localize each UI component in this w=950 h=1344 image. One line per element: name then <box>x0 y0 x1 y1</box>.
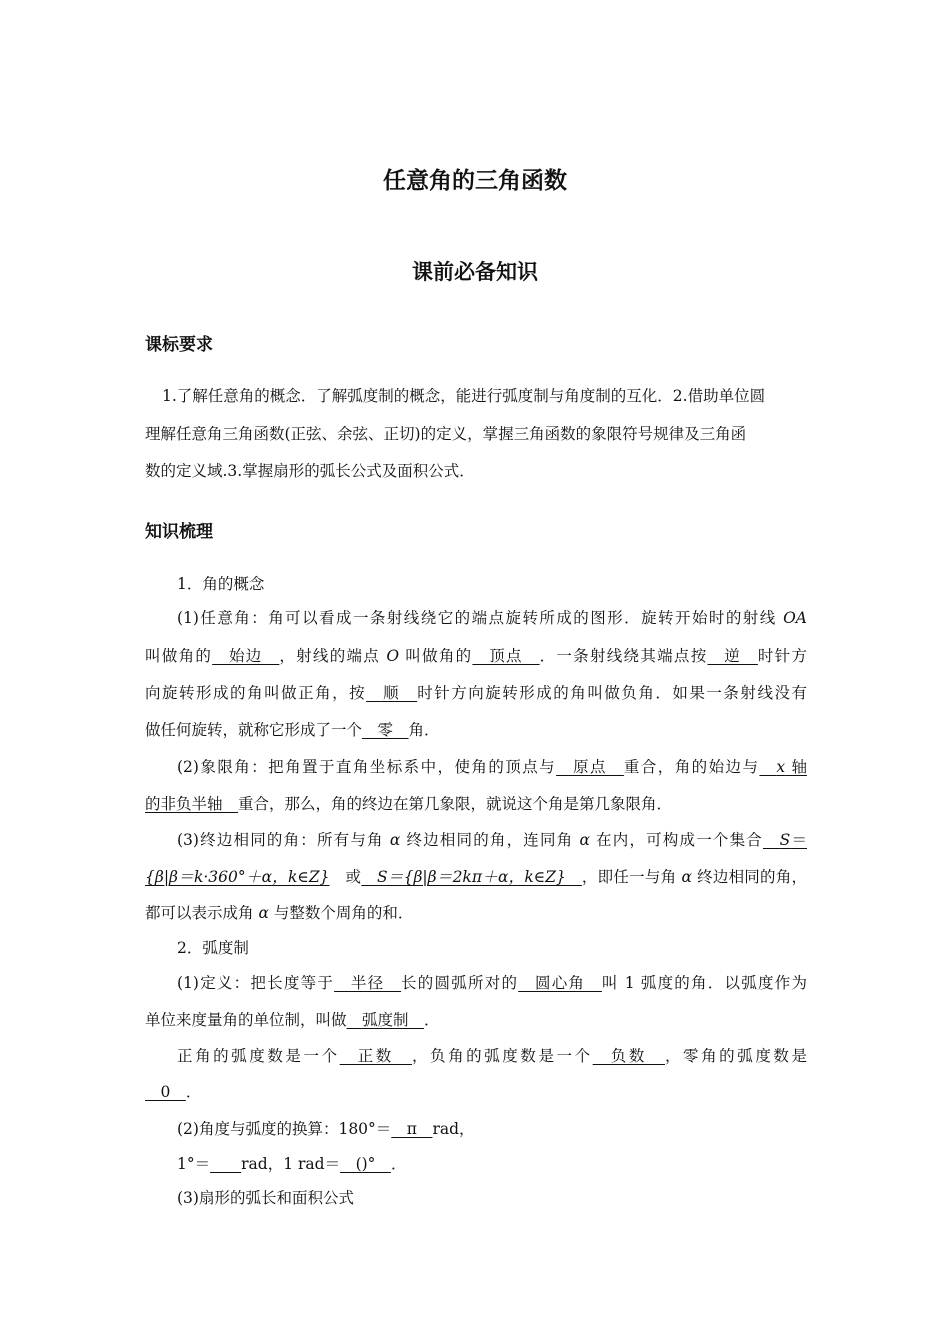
paragraph-line: 数的定义域.3.掌握扇形的弧长公式及面积公式． <box>145 462 475 480</box>
answer-blank <box>210 1155 241 1173</box>
paragraph-line: (3)扇形的弧长和面积公式 <box>177 1189 354 1207</box>
page-title: 任意角的三角函数 <box>383 168 567 194</box>
list-item-angle-concept: 1．角的概念 <box>177 575 265 593</box>
paragraph-line: 0 ． <box>145 1083 202 1101</box>
answer-blank: 正数 <box>339 1047 412 1065</box>
answer-blank: 零 <box>362 721 409 739</box>
answer-blank: 始边 <box>212 647 280 665</box>
answer-blank: 顺 <box>366 684 418 702</box>
paragraph-line: (1)任意角：角可以看成一条射线绕它的端点旋转所成的图形．旋转开始时的射线 OA <box>177 609 807 627</box>
paragraph-line: 都可以表示成角 α 与整数个周角的和． <box>145 904 414 922</box>
answer-blank: S＝ <box>779 831 807 849</box>
answer-blank: {β|β＝k·360°＋α，k∈Z} <box>145 868 330 886</box>
paragraph-line: (3)终边相同的角：所有与角 α 终边相同的角，连同角 α 在内，可构成一个集合 S＝ <box>177 831 807 849</box>
answer-blank: x 轴 <box>776 758 807 776</box>
paragraph-line: (2)角度与弧度的换算：180°＝ π rad， <box>177 1120 475 1138</box>
answer-blank: 负数 <box>592 1047 665 1065</box>
paragraph-line: 1°＝ rad，1 rad＝ ()° ． <box>177 1155 407 1173</box>
answer-blank: 0 <box>145 1083 186 1101</box>
answer-blank: 逆 <box>707 647 758 665</box>
paragraph-line: (1)定义：把长度等于 半径 长的圆弧所对的 圆心角 叫 1 弧度的角．以弧度作为 <box>177 974 807 992</box>
list-item-radian: 2．弧度制 <box>177 939 249 957</box>
paragraph-line: (2)象限角：把角置于直角坐标系中，使角的顶点与 原点 重合，角的始边与 x 轴 <box>177 758 807 776</box>
answer-blank: 原点 <box>556 758 624 776</box>
answer-blank: 顶点 <box>472 647 540 665</box>
paragraph-line: {β|β＝k·360°＋α，k∈Z} 或 S＝{β|β＝2kπ＋α，k∈Z} ，即任一与角 α 终边相同的角， <box>145 868 808 886</box>
paragraph-line: 正角的弧度数是一个 正数 ，负角的弧度数是一个 负数 ，零角的弧度数是 <box>177 1047 807 1065</box>
paragraph-line: 叫做角的 始边 ，射线的端点 O 叫做角的 顶点 ．一条射线绕其端点按 逆 时针方 <box>145 647 807 665</box>
answer-blank: S＝{β|β＝2kπ＋α，k∈Z} <box>361 868 582 886</box>
paragraph-line: 向旋转形成的角叫做正角，按 顺 时针方向旋转形成的角叫做负角．如果一条射线没有 <box>145 684 807 702</box>
answer-blank: ()° <box>340 1155 391 1173</box>
heading-curriculum-requirements: 课标要求 <box>145 335 213 355</box>
section-title: 课前必备知识 <box>412 260 538 284</box>
answer-blank: π <box>391 1120 433 1138</box>
answer-blank: 的非负半轴 <box>145 795 239 813</box>
paragraph-line: 做任何旋转，就称它形成了一个 零 角． <box>145 721 440 739</box>
answer-blank: 弧度制 <box>346 1011 425 1029</box>
answer-blank: 半径 <box>334 974 402 992</box>
answer-blank: 圆心角 <box>518 974 602 992</box>
paragraph-line: 单位来度量角的单位制，叫做 弧度制 ． <box>145 1011 440 1029</box>
heading-knowledge-review: 知识梳理 <box>145 522 213 542</box>
paragraph-line: 1.了解任意角的概念．了解弧度制的概念，能进行弧度制与角度制的互化．2.借助单位圆 <box>162 387 766 405</box>
paragraph-line: 的非负半轴 重合，那么，角的终边在第几象限，就说这个角是第几象限角． <box>145 795 673 813</box>
paragraph-line: 理解任意角三角函数(正弦、余弦、正切)的定义，掌握三角函数的象限符号规律及三角函 <box>145 425 747 443</box>
